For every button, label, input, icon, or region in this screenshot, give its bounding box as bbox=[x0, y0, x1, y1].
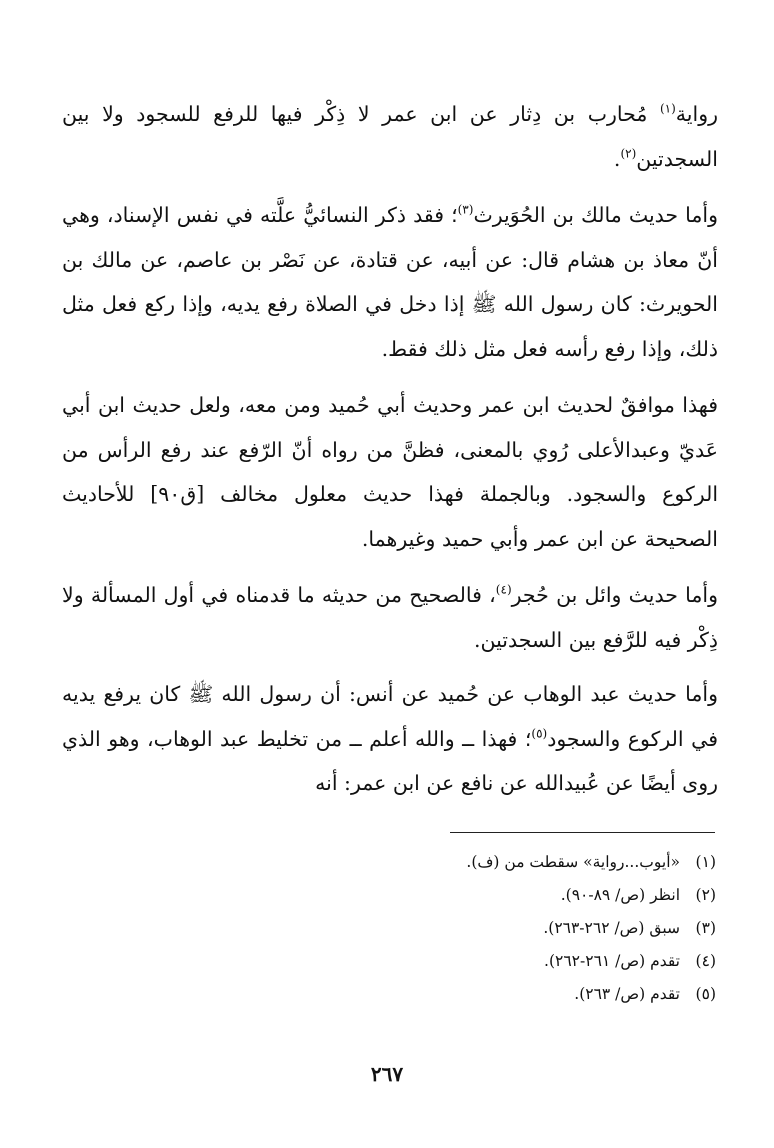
footnote-ref-4[interactable]: (٤) bbox=[495, 582, 512, 597]
paragraph-text: . bbox=[613, 146, 621, 171]
paragraph-2 bbox=[62, 193, 718, 371]
paragraph-text: رواية bbox=[675, 102, 718, 126]
footnote-item bbox=[200, 846, 716, 879]
footnote-number: (٤) bbox=[695, 952, 716, 970]
footnote-number: (٢) bbox=[695, 886, 716, 904]
paragraph-1 bbox=[62, 92, 718, 181]
footnote-ref-1[interactable]: (١) bbox=[659, 101, 676, 116]
footnote-ref-5[interactable]: (٥) bbox=[531, 726, 548, 741]
footnote-ref-2[interactable]: (٢) bbox=[620, 146, 637, 161]
footnote-separator bbox=[450, 832, 715, 833]
footnote-number: (٥) bbox=[695, 985, 716, 1003]
paragraph-3 bbox=[62, 383, 718, 561]
paragraph-4 bbox=[62, 573, 718, 662]
footnote-text: «أيوب...رواية» سقطت من (ف). bbox=[466, 853, 680, 871]
footnote-item bbox=[200, 945, 716, 978]
footnote-item bbox=[200, 912, 716, 945]
paragraph-text: وأما حديث مالك بن الحُوَيرث bbox=[473, 203, 719, 227]
footnote-number: (٣) bbox=[695, 919, 716, 937]
paragraph-text: ؛ فهذا ــ والله أعلم ــ من تخليط عبد الوهاب، وهو الذي روى أيضًا عن عُبيدالله عن نافع عن ابن عمر: أنه bbox=[62, 726, 718, 795]
paragraph-text: وأما حديث وائل بن حُجر bbox=[511, 583, 718, 607]
paragraph-text: مُحارب بن دِثار عن ابن عمر لا ذِكْر فيها للرفع للسجود ولا بين السجدتين bbox=[62, 102, 718, 171]
paragraph-text: ، فالصحيح من حديثه ما قدمناه في أول المسألة ولا ذِكْر فيه للرَّفع بين السجدتين. bbox=[62, 583, 718, 652]
footnote-text: تقدم (ص/ ٢٦١-٢٦٢). bbox=[544, 952, 680, 970]
footnote-number: (١) bbox=[695, 853, 716, 871]
footnote-text: انظر (ص/ ٨٩-٩٠). bbox=[560, 886, 680, 904]
footnote-ref-3[interactable]: (٣) bbox=[457, 202, 474, 217]
footnote-item bbox=[200, 978, 716, 1011]
paragraph-text: فهذا موافقٌ لحديث ابن عمر وحديث أبي حُميد ومن معه، ولعل حديث ابن أبي عَديّ وعبدالأعلى رُوي بالمعنى، فظنَّ من رواه أنّ الرّفع عند رفع الرأس من الركوع والسجود. وبالجملة فهذا حديث معلول مخالف [ق٩٠] للأحاديث الصحيحة عن ابن عمر وأبي حميد وغيرهما. bbox=[62, 393, 719, 551]
main-text bbox=[62, 92, 718, 816]
footnote-text: سبق (ص/ ٢٦٢-٢٦٣). bbox=[543, 919, 680, 937]
paragraph-text: وأما حديث عبد الوهاب عن حُميد عن أنس: أن رسول الله ﷺ كان يرفع يديه في الركوع والسجود bbox=[62, 682, 718, 751]
footnote-text: تقدم (ص/ ٢٦٣). bbox=[574, 985, 680, 1003]
footnotes-list bbox=[200, 846, 716, 1011]
paragraph-text: ؛ فقد ذكر النسائيُّ علَّته في نفس الإسناد، وهي أنّ معاذ بن هشام قال: عن أبيه، عن قتادة، عن نَصْر بن عاصم، عن مالك بن الحويرث: كان رسول الله ﷺ إذا دخل في الصلاة رفع يديه، وإذا ركع فعل مثل ذلك، وإذا رفع رأسه فعل مثل ذلك فقط. bbox=[62, 203, 718, 361]
page-number: ٢٦٧ bbox=[370, 1062, 404, 1086]
footnote-item bbox=[200, 879, 716, 912]
paragraph-5 bbox=[62, 672, 718, 806]
